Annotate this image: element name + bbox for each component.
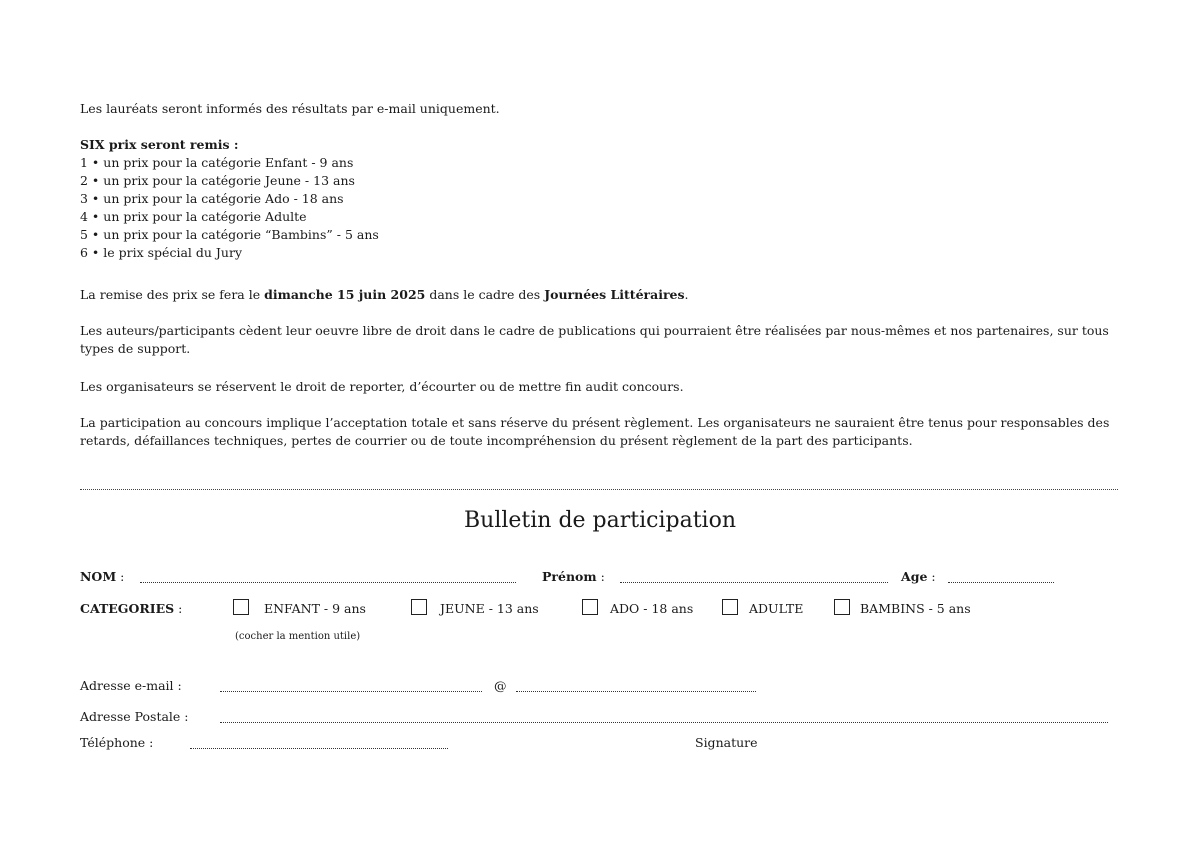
prize-item: 3 • un prix pour la catégorie Ado - 18 ans xyxy=(80,191,344,206)
prize-item: 4 • un prix pour la catégorie Adulte xyxy=(80,209,307,224)
checkbox-adulte[interactable] xyxy=(722,599,738,615)
email-label: Adresse e-mail : xyxy=(80,678,182,693)
email-user-field[interactable] xyxy=(220,691,482,692)
category-ado-label: ADO - 18 ans xyxy=(610,601,694,616)
ceremony-notice: La remise des prix se fera le dimanche 15 juin 2025 dans le cadre des Journées Littéraires. xyxy=(80,287,689,302)
nom-label: NOM : xyxy=(80,569,125,584)
prize-item: 6 • le prix spécial du Jury xyxy=(80,245,242,260)
regulation-page xyxy=(80,0,1120,849)
nom-field[interactable] xyxy=(140,582,516,583)
email-at-sign: @ xyxy=(494,678,507,693)
categories-label: CATEGORIES : xyxy=(80,601,183,616)
prenom-label: Prénom : xyxy=(542,569,605,584)
age-field[interactable] xyxy=(948,582,1054,583)
age-label: Age : xyxy=(901,569,936,584)
signature-label: Signature xyxy=(695,735,758,750)
rights-paragraph: Les auteurs/participants cèdent leur oeuvre libre de droit dans le cadre de publications qui pourraient être réalisées par nous-mêmes et nos partenaires, sur tous types de support. xyxy=(80,323,1109,356)
phone-label: Téléphone : xyxy=(80,735,154,750)
category-jeune-label: JEUNE - 13 ans xyxy=(440,601,539,616)
phone-field[interactable] xyxy=(190,748,448,749)
acceptance-paragraph: La participation au concours implique l’acceptation totale et sans réserve du présent règlement. Les organisateurs ne sauraient être tenus pour responsables des retards, défaillances techniques, pertes de courrier ou de toute incompréhension du présent règlement de la part des participants. xyxy=(80,415,1110,448)
organizers-paragraph: Les organisateurs se réservent le droit de reporter, d’écourter ou de mettre fin audit concours. xyxy=(80,379,684,394)
category-bambins-label: BAMBINS - 5 ans xyxy=(860,601,971,616)
postal-field[interactable] xyxy=(220,722,1108,723)
form-title: Bulletin de participation xyxy=(463,508,736,533)
prenom-field[interactable] xyxy=(620,582,888,583)
checkbox-enfant[interactable] xyxy=(233,599,249,615)
category-adulte-label: ADULTE xyxy=(749,601,804,616)
prize-item: 5 • un prix pour la catégorie “Bambins” - 5 ans xyxy=(80,227,379,242)
ceremony-date: dimanche 15 juin 2025 xyxy=(264,287,426,302)
categories-hint: (cocher la mention utile) xyxy=(235,631,361,642)
checkbox-jeune[interactable] xyxy=(411,599,427,615)
email-domain-field[interactable] xyxy=(516,691,756,692)
postal-label: Adresse Postale : xyxy=(80,709,189,724)
event-name: Journées Littéraires xyxy=(544,287,685,302)
prize-item: 2 • un prix pour la catégorie Jeune - 13 ans xyxy=(80,173,355,188)
results-notice: Les lauréats seront informés des résultats par e-mail uniquement. xyxy=(80,101,500,116)
dotted-separator xyxy=(80,489,1118,490)
checkbox-ado[interactable] xyxy=(582,599,598,615)
prize-item: 1 • un prix pour la catégorie Enfant - 9 ans xyxy=(80,155,354,170)
category-enfant-label: ENFANT - 9 ans xyxy=(264,601,366,616)
prizes-heading: SIX prix seront remis : xyxy=(80,137,239,152)
checkbox-bambins[interactable] xyxy=(834,599,850,615)
